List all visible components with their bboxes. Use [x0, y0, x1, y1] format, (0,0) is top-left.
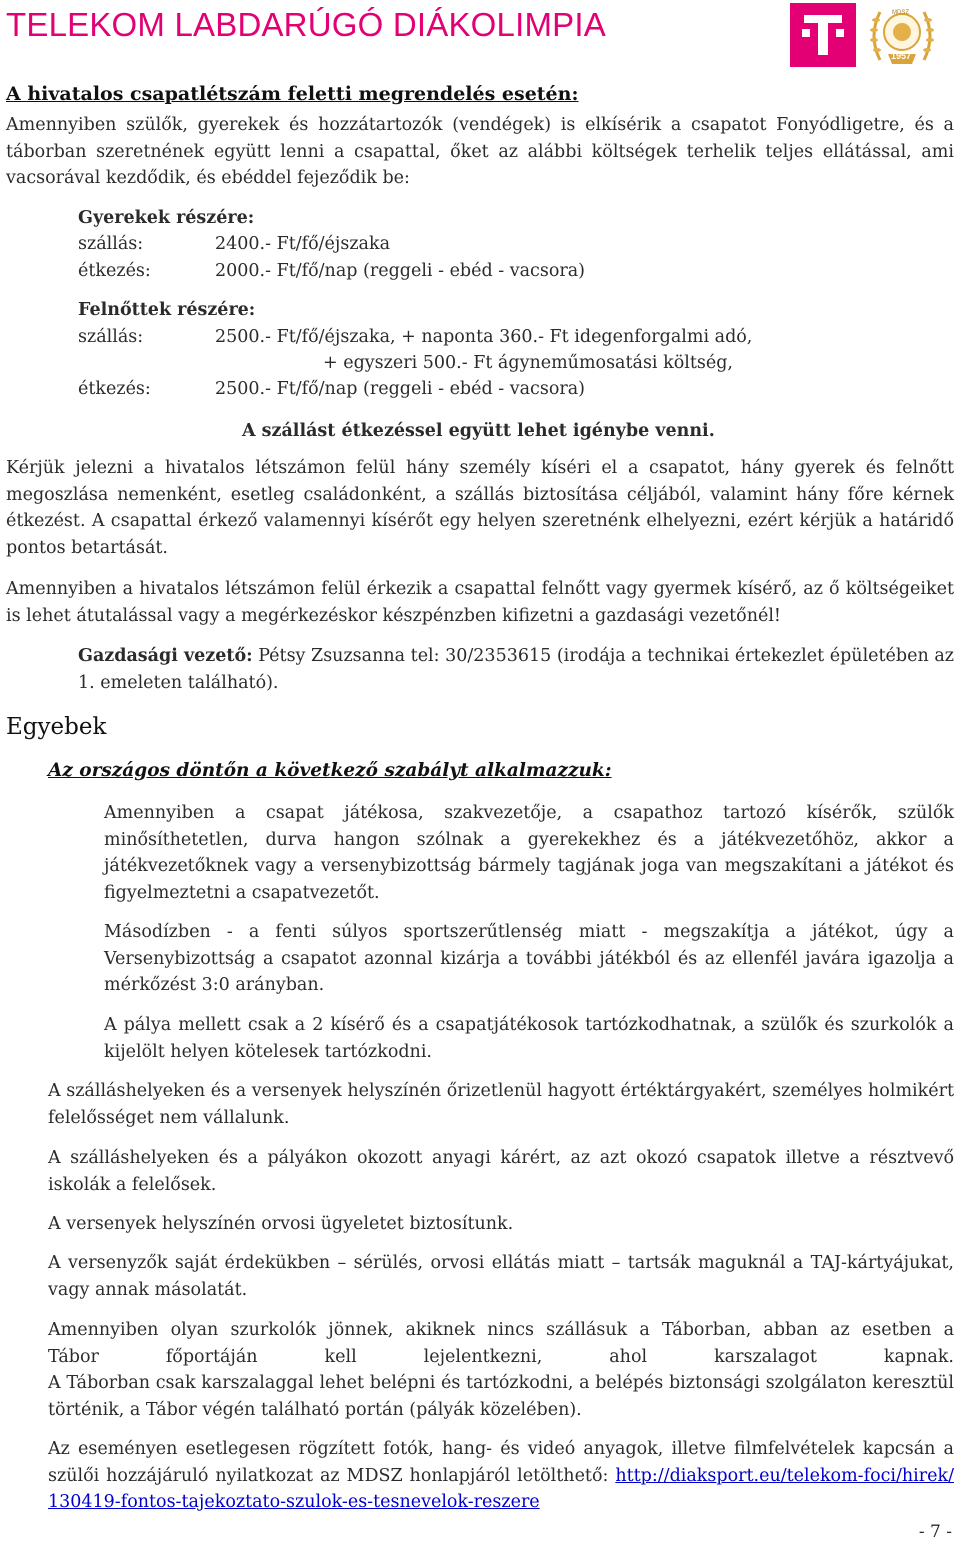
rules-subheading: Az országos döntőn a következő szabályt alkalmazzuk:	[48, 760, 612, 781]
mdsz-seal-logo	[866, 2, 938, 68]
adults-meal-value: 2500.- Ft/fő/nap (reggeli - ebéd - vacsora)	[215, 379, 585, 399]
taj-card-paragraph: A versenyzők saját érdekükben – sérülés, orvosi ellátás miatt – tartsák maguknál a TAJ-kártyájukat, vagy annak másolatát.	[48, 1253, 954, 1300]
page-header-title: TELEKOM LABDARÚGÓ DIÁKOLIMPIA	[6, 6, 606, 43]
lodging-meal-note: A szállást étkezéssel együtt lehet igénybe venni.	[242, 421, 715, 441]
headcount-paragraph: Kérjük jelezni a hivatalos létszámon felül hány személy kíséri el a csapatot, hány gyerek és felnőtt megoszlása nemenként, esetleg családonként, a szállás biztosítása céljából, valamint hány főre kérnek étkezést. A csapattal érkező valamennyi kísérőt egy helyen szeretnénk elhelyezni, ezért kérjük a határidő pontos betartását.	[6, 458, 954, 558]
contact-label: Gazdasági vezető:	[78, 646, 253, 666]
damages-paragraph: A szálláshelyeken és a pályákon okozott anyagi kárért, az azt okozó csapatok illetve a résztvevő iskolák a felelősek.	[48, 1148, 954, 1195]
adults-lodging-extra: + egyszeri 500.- Ft ágyneműmosatási költség,	[323, 353, 733, 373]
section-heading-other: Egyebek	[6, 714, 107, 740]
section-heading-extra-order: A hivatalos csapatlétszám feletti megrendelés esetén:	[6, 83, 579, 105]
adults-lodging-value: 2500.- Ft/fő/éjszaka, + naponta 360.- Ft idegenforgalmi adó,	[215, 327, 753, 347]
page-number: - 7 -	[918, 1522, 952, 1542]
adults-lodging-label: szállás:	[78, 327, 144, 347]
intro-paragraph: Amennyiben szülők, gyerekek és hozzátartozók (vendégek) is elkísérik a csapatot Fonyódligetre, és a táborban szeretnének együtt lenni a csapattal, őket az alábbi költségek terhelik teljes ellátással, ami vacsorával kezdődik, és ebéddel fejeződik be:	[6, 115, 954, 188]
fans-rest: A Táborban csak karszalaggal lehet belépni és tartózkodni, a belépés biztonsági szolgálaton keresztül történik, a Tábor végén található portán (pályák közelében).	[48, 1373, 954, 1420]
consent-download-link[interactable]: http://diaksport.eu/telekom-foci/hirek/130419-fontos-tajekoztato-szulok-es-tesnevelok-reszere	[48, 1465, 954, 1512]
seal-label-text: MDSZ	[892, 10, 909, 16]
children-heading: Gyerekek részére:	[78, 208, 255, 228]
rule-paragraph-3: A pálya mellett csak a 2 kísérő és a csapatjátékosok tartózkodhatnak, a szülők és szurkolók a kijelölt helyen kötelesek tartózkodni.	[104, 1015, 954, 1062]
contact-paragraph	[78, 643, 954, 696]
seal-year-text: 1957	[891, 51, 912, 61]
children-meal-label: étkezés:	[78, 261, 151, 281]
medical-paragraph: A versenyek helyszínén orvosi ügyeletet biztosítunk.	[48, 1214, 514, 1234]
valuables-paragraph: A szálláshelyeken és a versenyek helyszínén őrizetlenül hagyott értéktárgyakért, személyes holmikért felelősséget nem vállalunk.	[48, 1081, 954, 1128]
telekom-logo	[790, 3, 856, 67]
rule-paragraph-1: Amennyiben a csapat játékosa, szakvezetője, a csapathoz tartozó kísérők, szülők minősíthetetlen, durva hangon szólnak a gyerekekhez és a játékvezetőhöz, akkor a játékvezetőknek vagy a versenybizottság bármely tagjának joga van megszakítani a játékot és figyelmeztetni a csapatvezetőt.	[104, 803, 954, 903]
contact-text: Pétsy Zsuzsanna tel: 30/2353615 (irodája a technikai értekezlet épületében az 1. emeleten található).	[78, 646, 954, 693]
fans-line-2: Tábor főportáján kell lejelentkezni, ahol karszalagot kapnak.	[48, 1346, 954, 1367]
children-lodging-value: 2400.- Ft/fő/éjszaka	[215, 234, 391, 254]
adults-meal-label: étkezés:	[78, 379, 151, 399]
adults-heading: Felnőttek részére:	[78, 300, 256, 320]
payment-paragraph: Amennyiben a hivatalos létszámon felül érkezik a csapattal felnőtt vagy gyermek kísérő, az ő költségeiket is lehet átutalással vagy a megérkezéskor készpénzben kifizetni a gazdasági vezetőnél!	[6, 579, 954, 626]
consent-paragraph	[48, 1436, 954, 1516]
children-lodging-label: szállás:	[78, 234, 144, 254]
fans-paragraph	[48, 1317, 954, 1423]
children-meal-value: 2000.- Ft/fő/nap (reggeli - ebéd - vacsora)	[215, 261, 585, 281]
fans-line-1: Amennyiben olyan szurkolók jönnek, akiknek nincs szállásuk a Táborban, abban az esetben a	[48, 1320, 954, 1340]
rule-paragraph-2: Másodízben - a fenti súlyos sportszerűtlenség miatt - megszakítja a játékot, úgy a Versenybizottság a csapatot azonnal kizárja a további játékból és az ellenfél javára igazolja a mérkőzést 3:0 arányban.	[104, 922, 954, 995]
consent-text: Az eseményen esetlegesen rögzített fotók, hang- és videó anyagok, illetve filmfelvételek kapcsán a szülői hozzájáruló nyilatkozat az MDSZ honlapjáról letölthető:	[48, 1439, 954, 1486]
